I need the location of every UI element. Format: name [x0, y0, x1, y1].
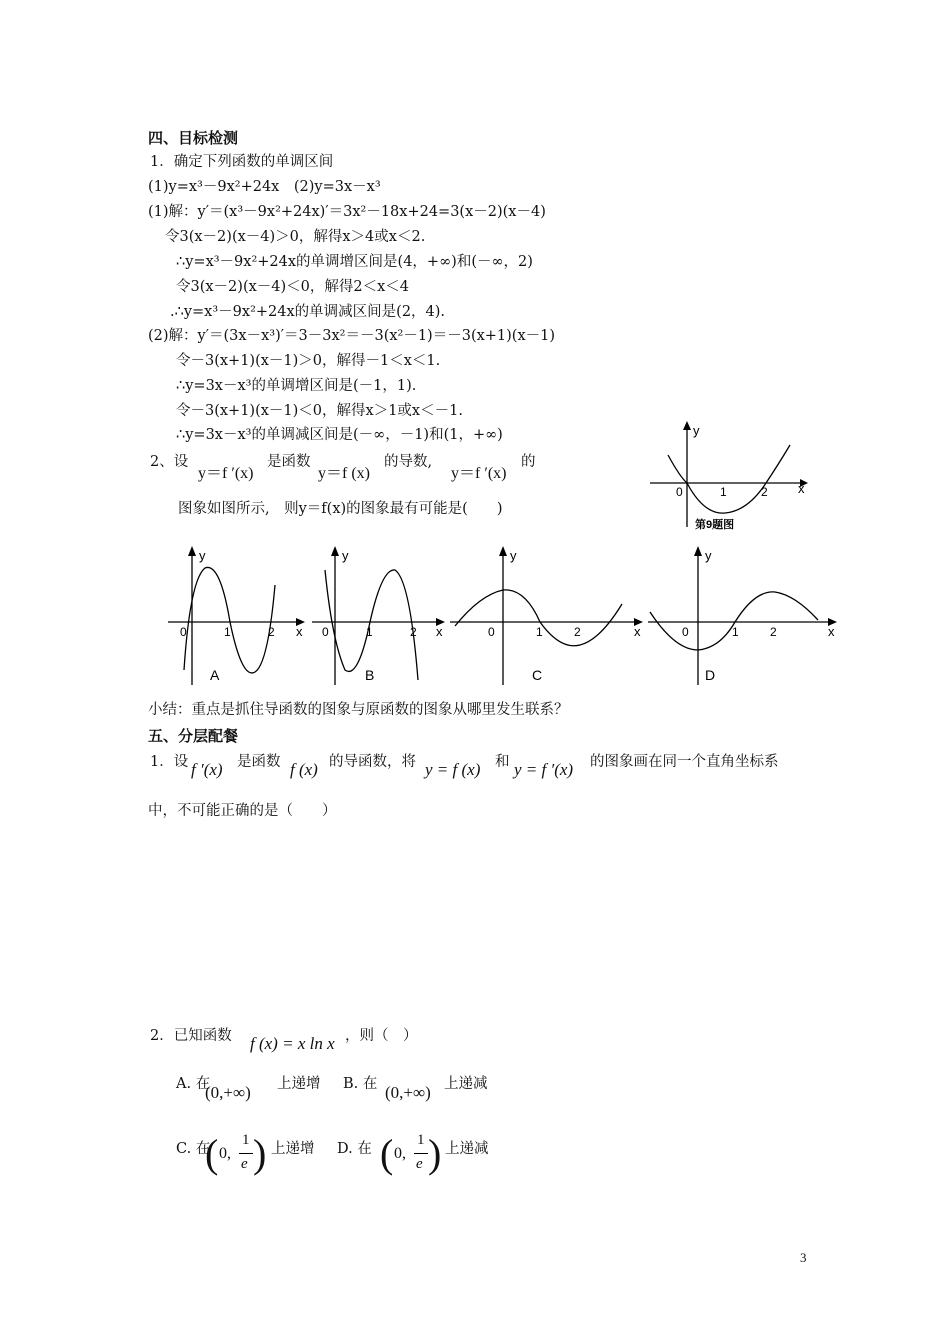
q2-text-a: 2、设: [150, 454, 189, 470]
svg-text:0: 0: [682, 625, 689, 639]
graph-D: [648, 546, 837, 685]
derivative-graph-figure: [640, 415, 815, 535]
solution1-line1: (1)解：y′＝(x³－9x²+24x)′＝3x²－18x+24=3(x－2)(x－4): [148, 204, 546, 220]
p1-text-c: 的导函数，将: [329, 754, 416, 770]
option-C-text: C. 在: [176, 1141, 211, 1157]
p1-formula-3: y = f (x): [425, 760, 481, 779]
q2-formula-3: y＝f ′(x): [451, 465, 507, 482]
y-label: y: [693, 423, 700, 438]
svg-text:2: 2: [770, 625, 777, 639]
solution2-line3: ∴y=3x－x³的单调增区间是(－1，1).: [176, 378, 417, 394]
svg-text:y: y: [705, 548, 712, 563]
q2-line2: 图象如图所示, 则y＝f(x)的图象最有可能是( ): [178, 501, 503, 517]
svg-text:0: 0: [488, 625, 495, 639]
option-B-tail: 上递减: [444, 1076, 488, 1092]
option-B-label: B: [365, 667, 375, 683]
tick-1-label: 1: [720, 485, 727, 499]
section-heading-4: 四、目标检测: [148, 129, 239, 147]
option-A-text: A. 在: [176, 1076, 211, 1092]
p1-text-e: 的图象画在同一个直角坐标系: [590, 754, 779, 770]
svg-text:2: 2: [268, 625, 275, 639]
option-C-interval: ( 0, 1 e ): [205, 1131, 267, 1176]
p1-formula-1: f ′(x): [191, 760, 223, 779]
svg-text:1: 1: [224, 625, 231, 639]
p2-formula: f (x) = x ln x: [250, 1034, 335, 1053]
svg-text:x: x: [296, 624, 303, 639]
svg-text:x: x: [828, 624, 835, 639]
y-arrow-icon: [694, 546, 702, 556]
solution2-line5: ∴y=3x－x³的单调减区间是(－∞，－1)和(1，+∞): [176, 427, 503, 443]
solution1-line5: .∴y=x³－9x²+24x的单调减区间是(2，4).: [170, 304, 446, 320]
answer-graphs: [160, 540, 850, 690]
svg-text:x: x: [634, 624, 641, 639]
q2-text-b: 是函数: [267, 454, 311, 470]
graph-A: [168, 546, 305, 685]
svg-text:1: 1: [732, 625, 739, 639]
svg-text:1: 1: [536, 625, 543, 639]
solution1-line3: ∴y=x³－9x²+24x的单调增区间是(4，+∞)和(－∞，2): [176, 254, 533, 270]
p1-text-d: 和: [495, 754, 510, 770]
svg-text:y: y: [342, 548, 349, 563]
figure-caption: 第9题图: [695, 519, 735, 531]
option-C-label: C: [532, 667, 543, 683]
p1-line2: 中，不可能正确的是（ ）: [148, 803, 337, 819]
q1-functions: (1)y=x³－9x²+24x (2)y=3x－x³: [148, 179, 381, 195]
origin-label: 0: [676, 485, 683, 499]
solution2-line1: (2)解：y′＝(3x－x³)′＝3－3x²＝－3(x²－1)＝－3(x+1)(x－1): [148, 328, 556, 344]
svg-text:2: 2: [410, 625, 417, 639]
svg-text:0: 0: [180, 625, 187, 639]
solution1-line4: 令3(x－2)(x－4)＜0，解得2＜x＜4: [176, 279, 410, 295]
p2-text-b: ，则（ ）: [345, 1028, 418, 1044]
summary: 小结：重点是抓住导函数的图象与原函数的图象从哪里发生联系？: [148, 702, 569, 718]
tick-2-label: 2: [761, 485, 768, 499]
graph-B: [312, 546, 445, 685]
graph-C: [450, 546, 643, 685]
solution1-line2: 令3(x－2)(x－4)＞0，解得x＞4或x＜2.: [165, 229, 426, 245]
option-A-label: A: [210, 667, 220, 683]
option-A-interval: (0,+∞): [205, 1083, 251, 1102]
svg-text:y: y: [199, 548, 206, 563]
q2-formula-1: y＝f ′(x): [198, 465, 254, 482]
svg-text:1: 1: [366, 625, 373, 639]
option-B-interval: (0,+∞): [385, 1083, 431, 1102]
y-arrow-icon: [331, 546, 339, 556]
x-label: x: [798, 481, 805, 496]
y-arrow-icon: [188, 546, 196, 556]
option-C-tail: 上递增: [271, 1141, 315, 1157]
section-heading-5: 五、分层配餐: [148, 727, 239, 745]
p1-formula-4: y = f ′(x): [514, 760, 574, 779]
q2-formula-2: y＝f (x): [318, 465, 370, 482]
option-D-label: D: [705, 667, 716, 683]
option-D-tail: 上递减: [445, 1141, 489, 1157]
p1-text-a: 1．设: [150, 754, 189, 770]
option-D-interval: ( 0, 1 e ): [380, 1131, 442, 1176]
q1-title: 1．确定下列函数的单调区间: [150, 154, 334, 170]
option-B-text: B. 在: [343, 1076, 378, 1092]
p1-formula-2: f (x): [290, 760, 318, 779]
option-A-tail: 上递增: [277, 1076, 321, 1092]
page-number: 3: [800, 1250, 807, 1265]
option-D-text: D. 在: [337, 1141, 372, 1157]
q2-text-c: 的导数,: [384, 454, 433, 470]
y-arrow-icon: [683, 421, 691, 430]
svg-text:2: 2: [574, 625, 581, 639]
solution2-line2: 令－3(x+1)(x－1)＞0，解得－1＜x＜1.: [176, 353, 441, 369]
svg-text:y: y: [510, 548, 517, 563]
svg-text:0: 0: [322, 625, 329, 639]
derivative-curve: [668, 445, 790, 513]
p1-text-b: 是函数: [237, 754, 281, 770]
solution2-line4: 令－3(x+1)(x－1)＜0，解得x＞1或x＜－1.: [176, 403, 463, 419]
svg-text:x: x: [436, 624, 443, 639]
y-arrow-icon: [499, 546, 507, 556]
q2-text-d: 的: [521, 454, 536, 470]
p2-text-a: 2．已知函数: [150, 1028, 232, 1044]
